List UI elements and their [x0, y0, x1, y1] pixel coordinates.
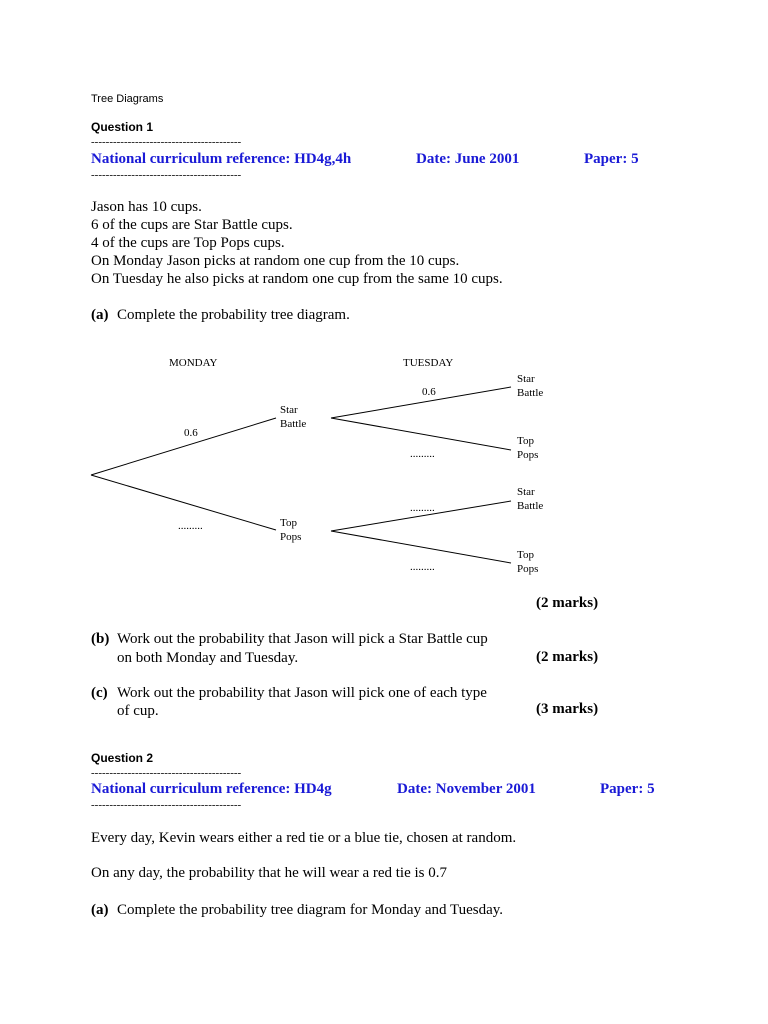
branch-star-top [331, 418, 511, 450]
probability-blank: ......... [410, 561, 435, 573]
outcome-label: Star Battle [280, 404, 307, 430]
part-a-marks: (2 marks) [536, 595, 599, 611]
exam-date: Date: November 2001 [397, 781, 536, 797]
intro-line: On Monday Jason picks at random one cup from the 10 cups. [91, 253, 460, 269]
question-1-heading: Question 1 [91, 120, 154, 134]
column-label-tuesday: TUESDAY [403, 357, 454, 369]
intro-line: Jason has 10 cups. [91, 199, 202, 215]
intro-line: On Tuesday he also picks at random one cup from the same 10 cups. [91, 271, 503, 287]
divider-top: ----------------------------------------- [91, 767, 242, 779]
part-b-marks: (2 marks) [536, 649, 599, 665]
part-c-text: of cup. [117, 703, 159, 719]
part-a-label: (a) [91, 902, 109, 918]
probability-label: 0.6 [184, 427, 198, 439]
probability-label: 0.6 [422, 386, 436, 398]
curriculum-reference: National curriculum reference: HD4g,4h [91, 151, 352, 167]
column-label-monday: MONDAY [169, 357, 218, 369]
part-a-text: Complete the probability tree diagram for Monday and Tuesday. [117, 902, 504, 918]
part-c-marks: (3 marks) [536, 701, 599, 717]
probability-blank: ......... [178, 520, 203, 532]
part-b-text: on both Monday and Tuesday. [117, 650, 299, 666]
probability-blank: ......... [410, 448, 435, 460]
divider-top: ----------------------------------------- [91, 136, 242, 148]
question-2-text: Every day, Kevin wears either a red tie or a blue tie, chosen at random. [91, 830, 517, 846]
part-b-label: (b) [91, 631, 110, 647]
question-2-heading: Question 2 [91, 751, 154, 765]
curriculum-reference: National curriculum reference: HD4g [91, 781, 332, 797]
outcome-label: Star Battle [517, 486, 544, 512]
part-a-label: (a) [91, 307, 109, 323]
intro-line: 6 of the cups are Star Battle cups. [91, 217, 293, 233]
outcome-label: Top Pops [517, 435, 539, 461]
paper-number: Paper: 5 [600, 781, 655, 797]
divider-bottom: ----------------------------------------- [91, 799, 242, 811]
section-title: Tree Diagrams [91, 93, 164, 105]
branch-top-top [331, 531, 511, 563]
outcome-label: Top Pops [517, 549, 539, 575]
outcome-label: Top Pops [280, 517, 302, 543]
probability-blank: ......... [410, 502, 435, 514]
question-2-text: On any day, the probability that he will wear a red tie is 0.7 [91, 865, 448, 881]
intro-line: 4 of the cups are Top Pops cups. [91, 235, 285, 251]
part-a-text: Complete the probability tree diagram. [117, 307, 350, 323]
part-c-text: Work out the probability that Jason will pick one of each type [117, 685, 487, 701]
outcome-label: Star Battle [517, 373, 544, 399]
part-b-text: Work out the probability that Jason will pick a Star Battle cup [117, 631, 488, 647]
divider-bottom: ----------------------------------------- [91, 169, 242, 181]
exam-date: Date: June 2001 [416, 151, 520, 167]
paper-number: Paper: 5 [584, 151, 639, 167]
branch-star-star [331, 387, 511, 418]
part-c-label: (c) [91, 685, 108, 701]
